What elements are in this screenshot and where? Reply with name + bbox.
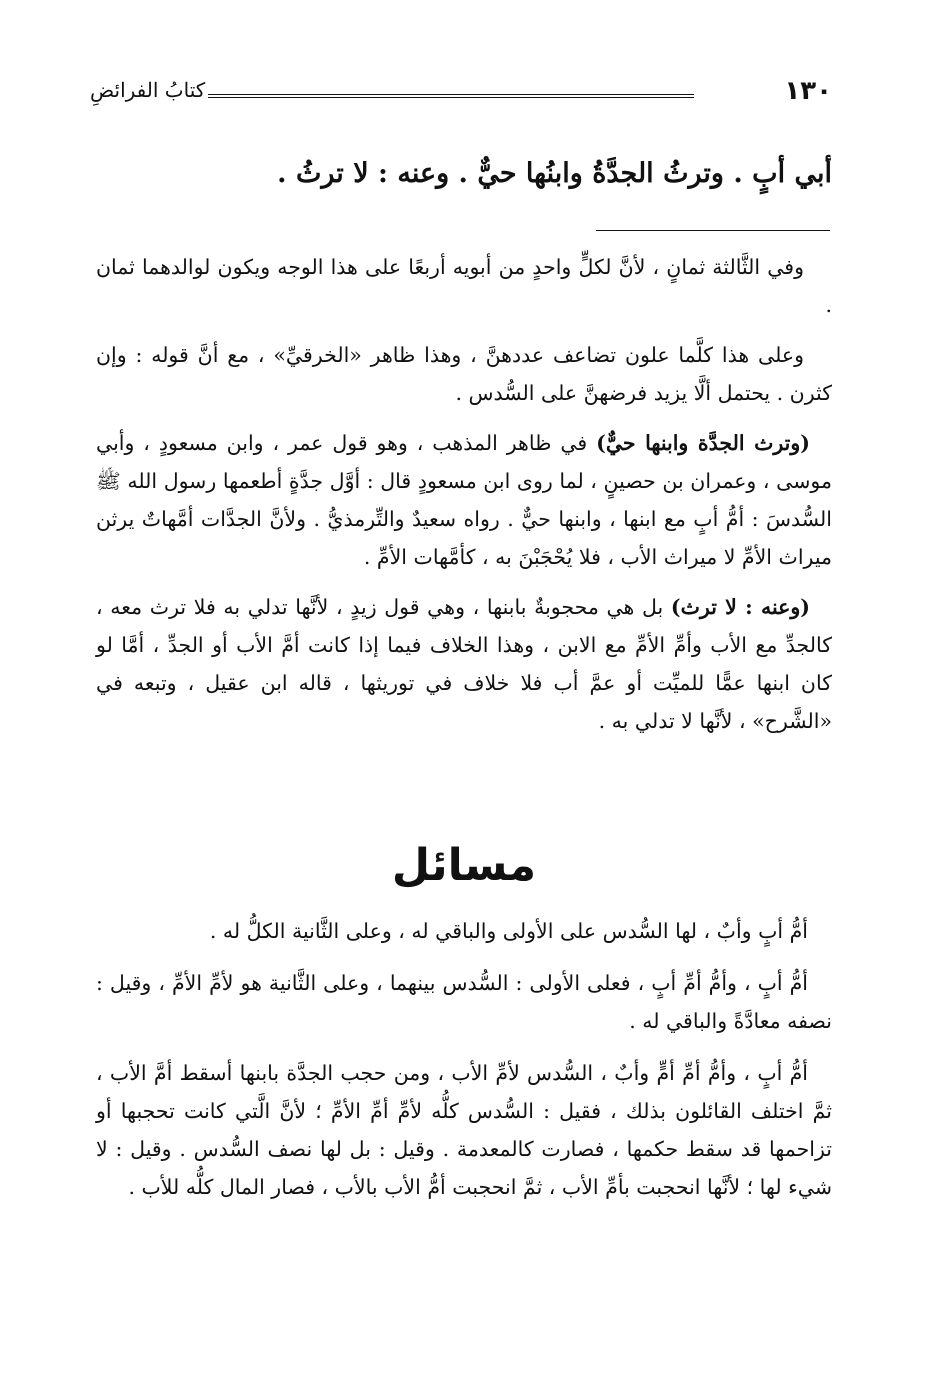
masala-paragraph: أمُّ أبٍ ، وأمُّ أمِّ أبٍ ، فعلى الأولى : السُّدس بينهما ، وعلى الثَّانية هو لأمِّ الأمِّ ، وقيل : نصفه معادَّةً والباقي له . (96, 971, 832, 1033)
masala-paragraph: أمُّ أبٍ وأبٌ ، لها السُّدس على الأولى والباقي له ، وعلى الثَّانية الكلُّ له . (209, 919, 808, 943)
header-rule (208, 94, 694, 98)
commentary-paragraph: وعلى هذا كلَّما علون تضاعف عددهنَّ ، وهذا ظاهر «الخرقيِّ» ، مع أنَّ قوله : وإن كثرن . يحتمل ألَّا يزيد فرضهنَّ على السُّدس . (96, 343, 832, 405)
commentary (96, 248, 832, 752)
quoted-matn: (وترث الجدَّة وابنها حيٌّ) (596, 431, 810, 455)
running-header (90, 74, 832, 114)
page-number: ١٣٠ (784, 76, 832, 106)
commentary-paragraph: وفي الثَّالثة ثمانٍ ، لأنَّ لكلٍّ واحدٍ من أبويه أربعًا على هذا الوجه ويكون لوالدهما ثمان . (96, 255, 832, 317)
quoted-matn: (وعنه : لا ترث) (670, 595, 810, 619)
book-title: كتابُ الفرائضِ (90, 78, 206, 102)
commentary-text: في ظاهر المذهب ، وهو قول عمر ، وابن مسعودٍ ، وأبي موسى ، وعمران بن حصينٍ ، لما روى ابن مسعودٍ قال : أوَّل جدَّةٍ أطعمها رسول الله ﷺ السُّدسَ : أمُّ أبٍ مع ابنها ، وابنها حيٌّ . رواه سعيدٌ والتِّرمذيُّ . ولأنَّ الجدَّات أمَّهاتٌ يرثن ميراث الأمِّ لا ميراث الأب ، فلا يُحْجَبْنَ به ، كأمَّهات الأمِّ . (96, 431, 832, 569)
masail-list (96, 912, 832, 1220)
matn-text: أبي أبٍ . وترثُ الجدَّةُ وابنُها حيٌّ . وعنه : لا ترثُ . (277, 158, 832, 189)
masala-paragraph: أمُّ أبٍ ، وأمُّ أمِّ أمٍّ وأبٌ ، السُّدس لأمِّ الأب ، ومن حجب الجدَّة بابنها أسقط أمَّ الأب ، ثمَّ اختلف القائلون بذلك ، فقيل : السُّدس كلُّه لأمِّ أمِّ الأمِّ ؛ لأنَّ الَّتي كانت تحجبها أو تزاحمها قد سقط حكمها ، فصارت كالمعدمة . وقيل : بل لها نصف السُّدس . وقيل : لا شيء لها ؛ لأنَّها انحجبت بأمِّ الأب ، ثمَّ انحجبت أمُّ الأب بالأب ، فصار المال كلُّه للأب . (96, 1061, 832, 1199)
commentary-paragraph (96, 424, 832, 576)
section-heading: مسائل (391, 840, 537, 891)
commentary-text: بل هي محجوبةٌ بابنها ، وهي قول زيدٍ ، لأنَّها تدلي به فلا ترث معه ، كالجدِّ مع الأب وأمِّ الأمِّ مع الابن ، وهذا الخلاف فيما إذا كانت أمَّ الأب أو الجدِّ ، أمَّا لو كان ابنها عمًّا للميِّت أو عمَّ أب فلا خلاف في توريثها ، قاله ابن عقيل ، وتبعه في «الشَّرح» ، لأنَّها لا تدلي به . (96, 595, 832, 733)
matn-separator (596, 230, 830, 231)
commentary-paragraph (96, 588, 832, 740)
